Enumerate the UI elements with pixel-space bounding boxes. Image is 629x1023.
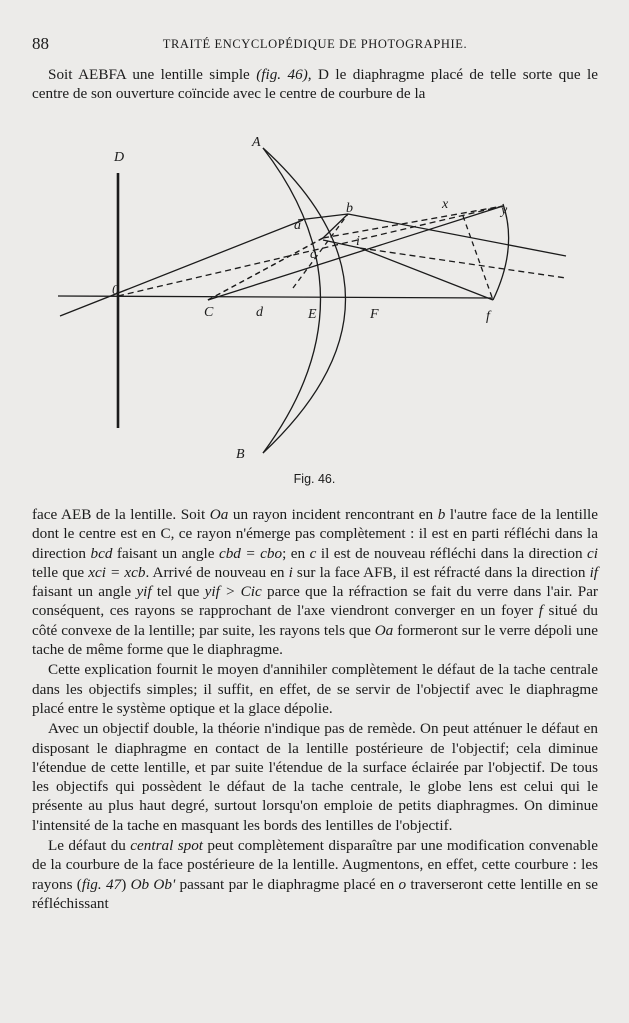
ray-if	[360, 248, 493, 300]
arc-f	[493, 204, 509, 300]
page-number: 88	[32, 34, 49, 53]
lens-face-afb	[263, 148, 346, 453]
lens-face-aeb	[263, 148, 321, 453]
label-f: f	[486, 309, 490, 324]
label-E: E	[308, 307, 317, 322]
paragraph-4: Le défaut du central spot peut complètement disparaître par une modification convenable de la courbure de la face postérieure de la lentille. Augmentons, en effet, cette courbure : les rayons (fig. 47) Ob Ob' passant par le diaphragme placé en o traverseront cette lentille en se réfléchissant	[32, 837, 599, 912]
label-x: x	[442, 197, 449, 212]
label-y: y	[501, 203, 508, 218]
page-header	[32, 34, 598, 54]
lens-diagram	[48, 128, 588, 468]
label-d: d	[256, 305, 263, 320]
dashed-iy	[360, 248, 566, 278]
label-c: c	[310, 247, 317, 262]
label-F: F	[370, 307, 379, 322]
dashed-f-x	[463, 216, 493, 300]
body-text	[32, 505, 598, 914]
paragraph-1: face AEB de la lentille. Soit Oa un rayon incident rencontrant en b l'autre face de la lentille dont le centre est en C, ce rayon n'émerge pas complètement : il est en parti réfléchi dans la direction bcd faisant un angle cbd = cbo; en c il est de nouveau réfléchi dans la direction ci telle que xci = xcb. Arrivé de nouveau en i sur la face AFB, il est réfracté dans la direction if faisant un angle yif tel que yif > Cic parce que la réfraction se fait du verre dans l'air. Par conséquent, ces rayons se rapprochant de l'axe viendront converger en un foyer f situé du côté convexe de la lentille; par suite, les rayons tels que Oa formeront sur le verre dépoli une tache de même forme que le diaphragme.	[32, 506, 599, 659]
label-A: A	[252, 135, 261, 150]
ray-cx	[208, 206, 503, 300]
paragraph-3: Avec un objectif double, la théorie n'indique pas de remède. On peut atténuer le défaut en disposant le diaphragme en contact de la lentille postérieure de l'objectif; cela diminue l'étendue de cette lentille, et par suite l'étendue de la surface éclairée par l'objectif. De tous les objectifs qui possèdent le défaut de la tache centrale, le globe lens est celui qui le présente au plus haut degré, surtout lorsqu'on emploie de petits diaphragmes. On diminue l'intensité de la tache en masquant les bords des lentilles de l'objectif.	[32, 720, 598, 834]
intro-text	[32, 65, 598, 104]
paragraph-2: Cette explication fournit le moyen d'annihiler complètement le défaut de la tache centrale dans les objectifs simples; il suffit, en effet, de se servir de l'objectif avec le diaphragme placé entre le système optique et la glace dépolie.	[32, 661, 598, 717]
label-i: i	[356, 234, 360, 249]
label-D: D	[114, 150, 125, 165]
label-C: C	[204, 305, 214, 320]
label-O: 0	[112, 283, 119, 298]
dashed-db	[293, 214, 348, 288]
running-title: TRAITÉ ENCYCLOPÉDIQUE DE PHOTOGRAPHIE.	[162, 37, 468, 51]
intro-paragraph: Soit AEBFA une lentille simple (fig. 46), D le diaphragme placé de telle sorte que le centre de son ouverture coïncide avec le centre de courbure de la	[32, 66, 598, 103]
optical-axis	[58, 296, 493, 298]
label-B: B	[236, 447, 245, 462]
label-a: a	[294, 218, 301, 233]
label-b: b	[346, 201, 353, 216]
figure-caption: Fig. 46.	[293, 472, 336, 486]
figure-46	[48, 128, 588, 468]
